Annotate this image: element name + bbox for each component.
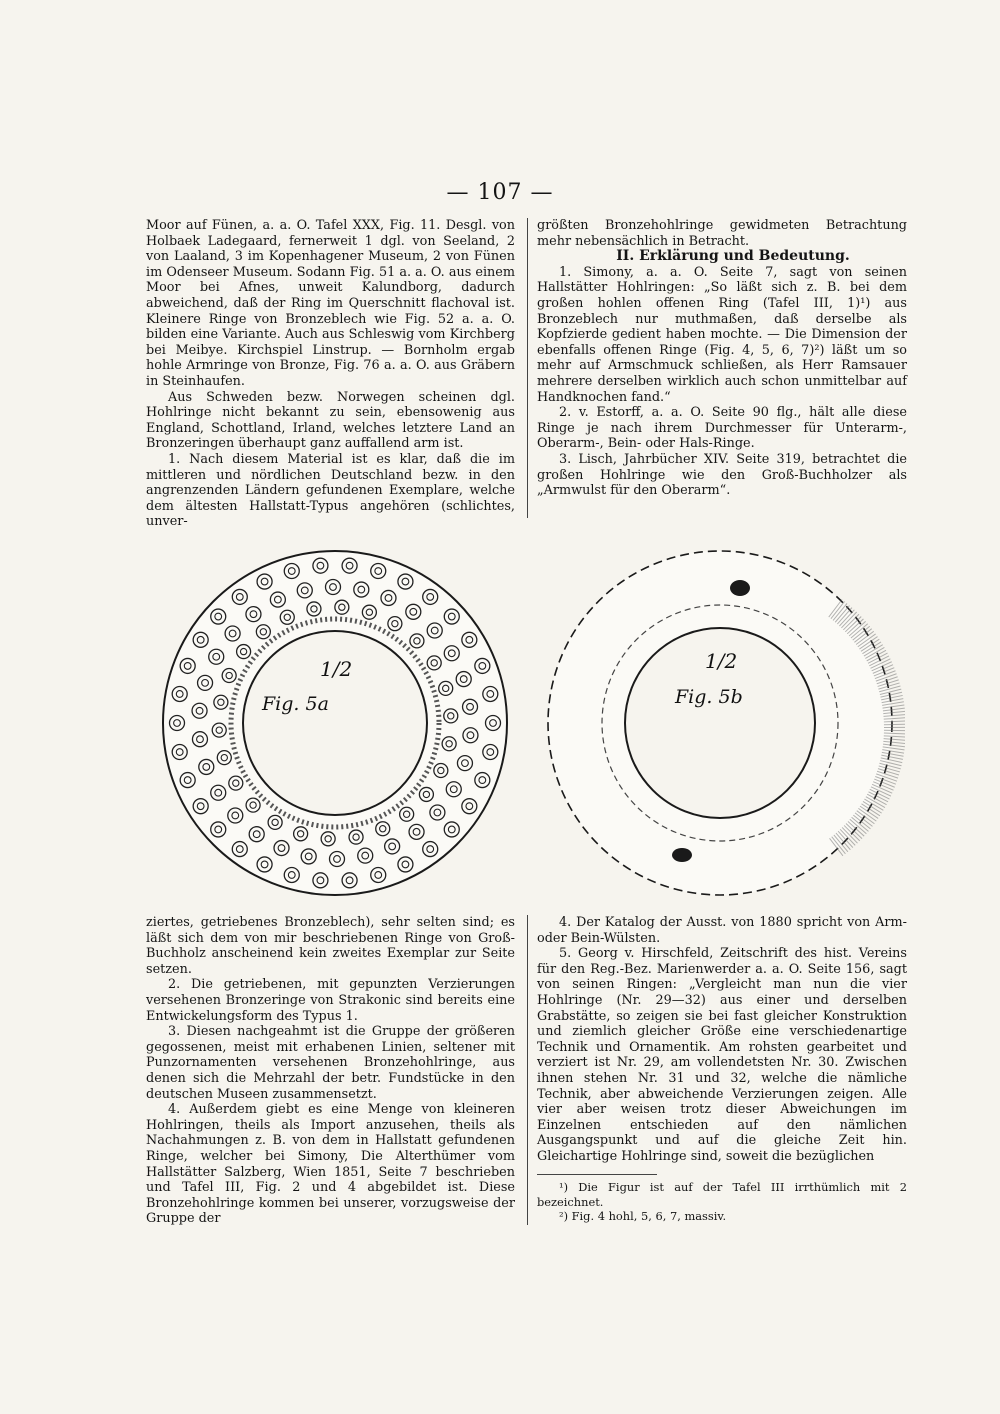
paragraph: 1. Nach diesem Material ist es klar, daß die im mittleren und nördlichen Deutschland bezw. in den angrenzenden Ländern gefundenen Exemplare, welche dem ältesten Hallstatt-Typus angehören (schlichtes, unver-: [146, 451, 515, 530]
footnote: ²) Fig. 4 hohl, 5, 6, 7, massiv.: [559, 1209, 727, 1223]
footnotes: [537, 1180, 907, 1224]
figure-label: Fig. 5b: [675, 686, 743, 708]
paragraph: größten Bronzehohlringe gewidmeten Betrachtung mehr nebensächlich in Betracht.: [537, 218, 907, 249]
page-number: — 107 —: [446, 180, 554, 205]
ring-illustration-plain: [535, 548, 905, 898]
figure-scale: 1/2: [705, 649, 738, 673]
bottom-right-column: [537, 915, 907, 1165]
top-right-column: [537, 218, 907, 518]
paragraph: Aus Schweden bezw. Norwegen scheinen dgl. Hohlringe nicht bekannt zu sein, ebensowenig aus England, Schottland, Irland, welches letztere Land an Bronzeringen überhaupt ganz auffallend arm ist.: [146, 389, 515, 452]
paragraph: Moor auf Fünen, a. a. O. Tafel XXX, Fig. 11. Desgl. von Holbaek Ladegaard, fernerweit 1 dgl. von Seeland, 2 von Laaland, 3 im Kopenhagener Museum, 2 von Fünen im Odenseer Museum. Sodann Fig. 51 a. a. O. aus einem Moor bei Afnes, unweit Kalundborg, dadurch abweichend, daß der Ring im Querschnitt flachoval ist. Kleinere Ringe von Bronzeblech wie Fig. 52 a. a. O. bilden eine Variante. Auch aus Schleswig vom Kirchberg bei Meibye. Kirchspiel Linstrup. — Bornholm ergab hohle Armringe von Bronze, Fig. 76 a. a. O. aus Gräbern in Steinhaufen.: [146, 218, 515, 389]
paragraph: 4. Der Katalog der Ausst. von 1880 spricht von Arm- oder Bein-Wülsten.: [537, 915, 907, 946]
figure-scale: 1/2: [320, 657, 353, 681]
paragraph: 2. v. Estorff, a. a. O. Seite 90 flg., hält alle diese Ringe je nach ihrem Durchmesser für Unterarm-, Oberarm-, Bein- oder Hals-Ringe.: [537, 405, 907, 452]
paragraph: 3. Lisch, Jahrbücher XIV. Seite 319, betrachtet die großen Hohlringe wie den Groß-Buchholzer als „Armwulst für den Oberarm“.: [537, 451, 907, 499]
top-left-column: [146, 218, 515, 530]
figure-5b: [535, 548, 905, 898]
paragraph: 4. Außerdem giebt es eine Menge von kleineren Hohlringen, theils als Import anzusehen, theils als Nachahmungen z. B. von dem in Hallstatt gefundenen Ringe, welcher bei Simony, Die Alterthümer vom Hallstätter Salzberg, Wien 1851, Seite 7 beschrieben und Tafel III, Fig. 2 und 4 abgebildet ist. Diese Bronzehohlringe kommen bei unserer, vorzugsweise der Gruppe der: [146, 1102, 515, 1227]
footnote-rule: [537, 1174, 657, 1175]
footnote: ¹) Die Figur ist auf der Tafel III irrthümlich mit 2 bezeichnet.: [537, 1180, 907, 1209]
column-divider-top: [527, 218, 528, 518]
paragraph: 2. Die getriebenen, mit gepunzten Verzierungen versehenen Bronzeringe von Strakonic sind bereits eine Entwickelungsform des Typus 1.: [146, 977, 515, 1024]
paragraph: ziertes, getriebenes Bronzeblech), sehr selten sind; es läßt sich dem von mir beschriebenen Ringe von Groß-Buchholz anscheinend kein zweites Exemplar zur Seite setzen.: [146, 915, 515, 977]
figure-5a: [150, 548, 520, 898]
bottom-left-column: [146, 915, 515, 1225]
paragraph: 3. Diesen nachgeahmt ist die Gruppe der größeren gegossenen, meist mit erhabenen Linien, seltener mit Punzornamenten versehenen Bronzehohlringe, aus denen sich die Mehrzahl der betr. Fundstücke in den deutschen Museen zusammensetzt.: [146, 1024, 515, 1102]
ring-illustration-ornamented: [150, 548, 520, 898]
figure-label: Fig. 5a: [262, 693, 329, 715]
column-divider-bottom: [527, 915, 528, 1225]
paragraph: 5. Georg v. Hirschfeld, Zeitschrift des hist. Vereins für den Reg.-Bez. Marienwerder a. a. O. Seite 156, sagt von seinen Ringen: „Vergleicht man nun die vier Hohlringe (Nr. 29—32) aus einer und derselben Grabstätte, so zeigen sie bei fast gleicher Konstruktion und ziemlich gleicher Größe eine verschiedenartige Technik und Ornamentik. Am rohsten gearbeitet und verziert ist Nr. 29, am vollendetsten Nr. 30. Zwischen ihnen stehen Nr. 31 und 32, welche die nämliche Technik, aber abweichende Verzierungen zeigen. Alle vier aber weisen trotz dieser Abweichungen im Einzelnen entschieden auf den nämlichen Ausgangspunkt und auf die gleiche Zeit hin. Gleichartige Hohlringe sind, soweit die bezüglichen: [537, 946, 907, 1164]
paragraph: 1. Simony, a. a. O. Seite 7, sagt von seinen Hallstätter Hohlringen: „So läßt sich z. B. bei dem großen hohlen offenen Ring (Tafel III, 1)¹) aus Bronzeblech nur muthmaßen, daß derselbe als Kopfzierde gedient haben mochte. — Die Dimension der ebenfalls offenen Ringe (Fig. 4, 5, 6, 7)²) läßt um so mehr auf Armschmuck schließen, als Herr Ramsauer mehrere derselben wirklich auch schon unmittelbar auf Handknochen fand.“: [537, 264, 907, 405]
rivet-hole-top: [730, 580, 750, 596]
rivet-hole-bottom: [672, 848, 692, 862]
section-heading: II. Erklärung und Bedeutung.: [616, 248, 850, 265]
